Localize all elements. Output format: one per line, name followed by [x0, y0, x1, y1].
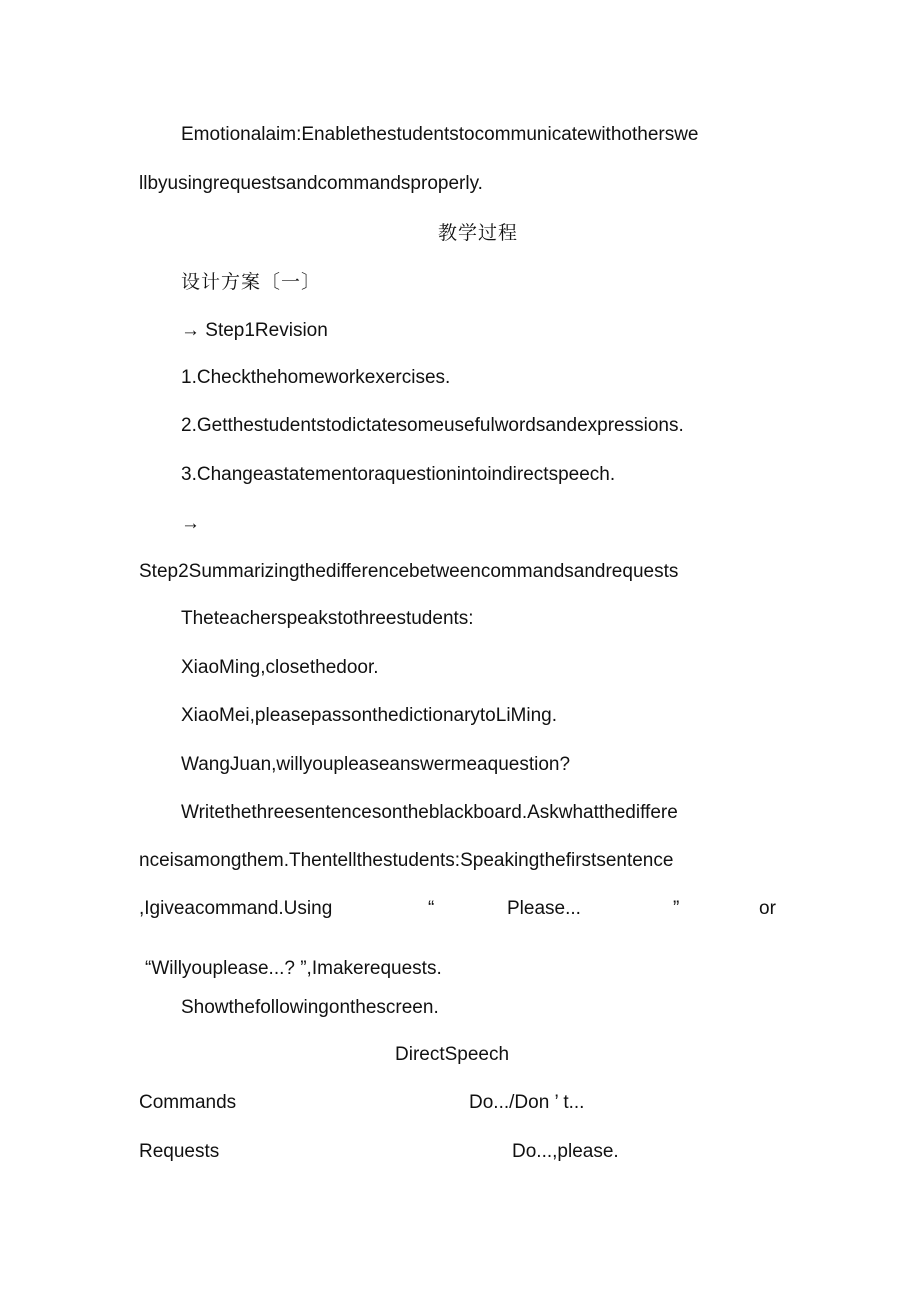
explanation-line-3: ,Igiveacommand.Using: [139, 898, 333, 919]
table-header: DirectSpeech: [395, 1044, 510, 1065]
emotional-aim-line-1: Emotionalaim:Enablethestudentstocommunicatewithotherswe: [181, 124, 699, 145]
open-quote: “: [428, 898, 435, 919]
show-instruction: Showthefollowingonthescreen.: [181, 997, 439, 1018]
row-form: Do...,please.: [512, 1141, 619, 1162]
or-word: or: [759, 898, 776, 919]
explanation-line-1: Writethethreesentencesontheblackboard.Askwhatthediffere: [181, 802, 678, 823]
step2-title: Step2Summarizingthedifferencebetweencommandsandrequests: [139, 561, 679, 582]
row-label: Requests: [139, 1141, 220, 1162]
row-label: Commands: [139, 1092, 237, 1113]
emotional-aim-line-2: llbyusingrequestsandcommandsproperly.: [139, 173, 483, 194]
example-sentence: XiaoMing,closethedoor.: [181, 657, 379, 678]
step2-intro: Theteacherspeakstothreestudents:: [181, 608, 474, 629]
please-phrase: Please...: [507, 898, 581, 919]
explanation-line-4: “Willyouplease...? ”,Imakerequests.: [145, 958, 442, 979]
explanation-line-2: nceisamongthem.Thentellthestudents:Speakingthefirstsentence: [139, 850, 674, 871]
step1-item: 1.Checkthehomeworkexercises.: [181, 367, 451, 388]
example-sentence: XiaoMei,pleasepassonthedictionarytoLiMing.: [181, 705, 558, 726]
plan-title: 设计方案〔一〕: [181, 271, 322, 293]
step1-item: 3.Changeastatementoraquestionintoindirectspeech.: [181, 464, 616, 485]
example-sentence: WangJuan,willyoupleaseanswermeaquestion?: [181, 754, 571, 775]
step1-title: Step1Revision: [205, 320, 328, 341]
section-heading: 教学过程: [438, 222, 519, 244]
arrow-icon: →: [181, 320, 200, 341]
row-form: Do.../Don ’ t...: [469, 1092, 585, 1113]
step1-heading: [181, 320, 328, 342]
step1-item: 2.Getthestudentstodictatesomeusefulwordsandexpressions.: [181, 415, 684, 436]
close-quote: ”: [673, 898, 680, 919]
arrow-icon: →: [181, 513, 200, 534]
